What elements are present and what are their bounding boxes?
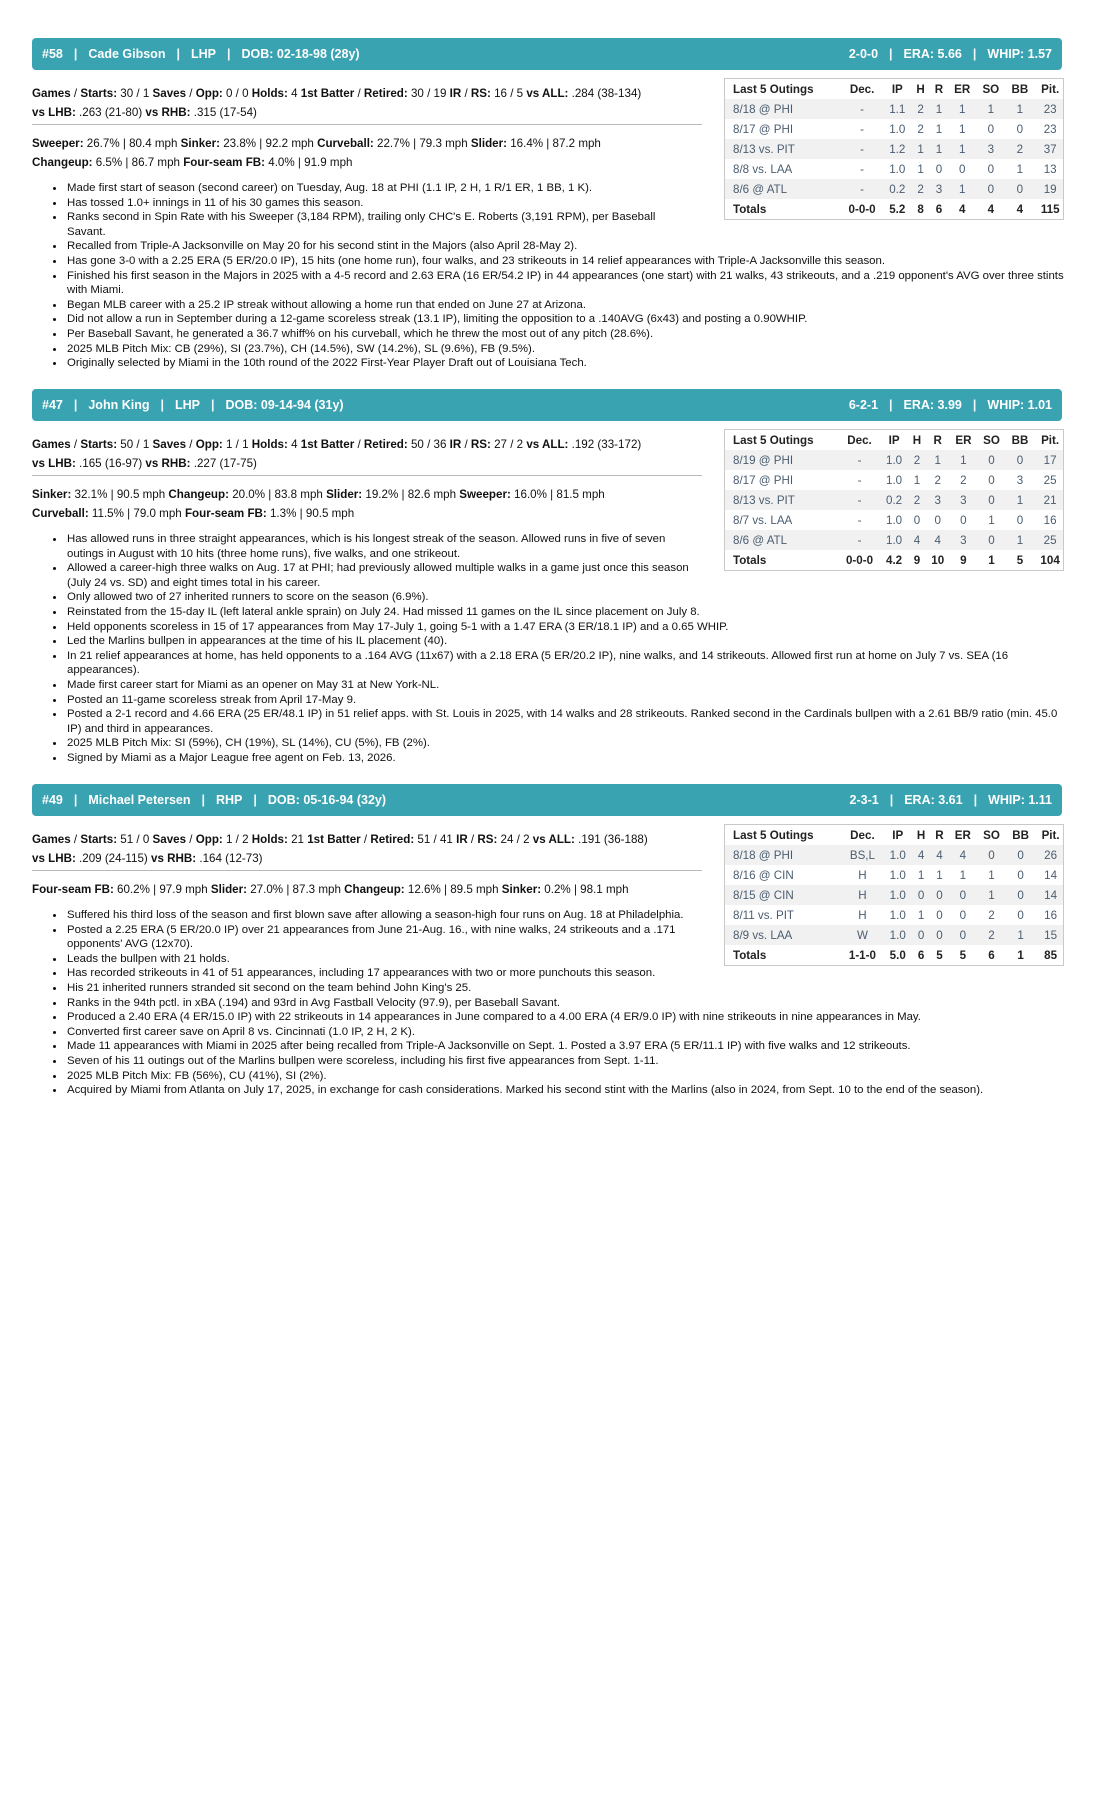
note-item: • Originally selected by Miami in the 10th round of the 2022 First-Year Player Draft out of Louisiana Tech.: [65, 356, 1072, 371]
outing-cell: 1: [974, 885, 1003, 905]
outing-cell: 8/15 @ CIN: [725, 885, 838, 905]
outing-cell: 0: [927, 925, 945, 945]
note-item: • Per Baseball Savant, he generated a 36.7 whiff% on his curveball, which he threw the most out of any pitch (28.6%).: [65, 327, 1072, 342]
outing-cell: 8/6 @ ATL: [725, 179, 838, 199]
note-item: • Has recorded strikeouts in 41 of 51 appearances, including 17 appearances with two or more punchouts this season.: [65, 966, 692, 981]
outing-cell: 2: [908, 179, 926, 199]
outing-cell: 3: [973, 139, 1002, 159]
outing-cell: 0: [935, 162, 943, 176]
outing-cell: 0: [934, 513, 941, 527]
outings-column-header: Dec.: [850, 828, 875, 842]
player-summary: [32, 830, 702, 868]
note-item: • Led the Marlins bullpen in appearances at the time of his IL placement (40).: [65, 634, 1072, 649]
outing-cell: 0: [974, 845, 1003, 865]
outing-cell: 16: [1044, 908, 1058, 922]
outing-cell: 3: [947, 530, 975, 550]
outing-cell: 1: [1003, 530, 1031, 550]
outing-cell: 2: [905, 450, 923, 470]
outing-cell: 1: [936, 868, 943, 882]
pitch-mix-line: Curveball: 11.5% | 79.0 mph Four-seam FB: 1.3% | 90.5 mph: [32, 507, 355, 520]
note-item: • Made 11 appearances with Miami in 2025 after being recalled from Triple-A Jacksonville on Sept. 1. Posted a 3.97 ERA (5 ER/11.1 IP) with five walks and 12 strikeouts.: [65, 1039, 1072, 1054]
note-item: • In 21 relief appearances at home, has held opponents to a .164 AVG (11x67) with a 2.18 ERA (5 ER/20.2 IP), nine walks, and 14 strikeouts. Allowed first run at home on July 7 vs. SEA (16 appearances).: [65, 649, 1072, 678]
outing-cell: 1: [917, 868, 925, 882]
outing-total-cell: Totals: [733, 948, 767, 962]
outing-cell: 0: [936, 908, 943, 922]
player-name: Michael Petersen: [88, 793, 191, 807]
outing-cell: 23: [1043, 122, 1057, 136]
outings-header-row: [725, 825, 1063, 845]
outing-cell: 0.2: [880, 179, 908, 199]
outing-total-cell: 6: [988, 948, 995, 962]
outing-cell: 25: [1043, 473, 1057, 487]
player-name: John King: [88, 398, 150, 412]
outing-total-cell: 115: [1040, 202, 1060, 216]
outing-cell: 1: [917, 162, 924, 176]
outing-cell: 1.0: [881, 925, 909, 945]
outing-cell: 1: [958, 122, 966, 136]
player-dob: DOB: 05-16-94 (32y): [267, 793, 387, 807]
pitch-mix: [32, 880, 712, 899]
outing-total-cell: 5.2: [889, 202, 906, 216]
outing-total-cell: 6: [917, 948, 925, 962]
outing-cell: 2: [908, 99, 926, 119]
outing-cell: 0: [974, 490, 1003, 510]
note-item: • Has tossed 1.0+ innings in 11 of his 30 games this season.: [65, 196, 692, 211]
player-section: [32, 784, 1062, 1134]
player-dob: DOB: 09-14-94 (31y): [225, 398, 344, 412]
note-item: • Has gone 3-0 with a 2.25 ERA (5 ER/20.0 IP), 15 hits (one home run), four walks, and 23 strikeouts in 14 relief appearances with Triple-A Jacksonville this season.: [65, 254, 1072, 269]
player-section: [32, 38, 1062, 378]
note-item: • Posted a 2.25 ERA (5 ER/20.0 IP) over 21 appearances from June 21-Aug. 16., with nine walks, 24 strikeouts and a .171 opponents' AVG (12x70).: [65, 923, 692, 952]
note-item: • Only allowed two of 27 inherited runners to score on the season (6.9%).: [65, 590, 692, 605]
outing-cell: 1.0: [889, 908, 906, 922]
outing-total-cell: Totals: [733, 202, 767, 216]
player-whip: WHIP: 1.11: [988, 793, 1052, 807]
summary-line-2: vs LHB: .263 (21-80) vs RHB: .315 (17-54): [32, 106, 257, 119]
outing-cell: 1.0: [881, 885, 909, 905]
outing-cell: 0: [987, 122, 995, 136]
outing-total-cell: 1: [988, 553, 995, 567]
player-summary: [32, 84, 702, 122]
outing-cell: 1.0: [889, 162, 906, 176]
outing-cell: 3: [923, 490, 947, 510]
outing-cell: BS,L: [838, 845, 880, 865]
note-item: • Signed by Miami as a Major League free agent on Feb. 13, 2026.: [65, 751, 1072, 766]
player-number: #49: [42, 793, 63, 807]
outing-row: [725, 865, 1063, 885]
note-item: • Made first start of season (second career) on Tuesday, Aug. 18 at PHI (1.1 IP, 2 H, 1 R/1 ER, 1 BB, 1 K).: [65, 181, 692, 196]
pitch-mix-line: Sweeper: 26.7% | 80.4 mph Sinker: 23.8% | 92.2 mph Curveball: 22.7% | 79.3 mph Slider: 16.4% | 87.2 mph: [32, 137, 601, 150]
outing-cell: 1: [927, 139, 945, 159]
outing-cell: 3: [947, 490, 975, 510]
outing-total-cell: 85: [1044, 948, 1058, 962]
player-era: ERA: 3.61: [904, 793, 963, 807]
outing-row: [725, 159, 1063, 179]
outing-row: [725, 450, 1063, 470]
outings-column-header: H: [916, 82, 925, 96]
note-item: • Acquired by Miami from Atlanta on July 17, 2025, in exchange for cash considerations. Marked his second stint with the Marlins (also in 2024, from Sept. 10 to the end of the season).: [65, 1083, 1072, 1098]
outing-cell: 1: [935, 122, 943, 136]
player-header: #47 | John King | LHP | DOB: 09-14-94 (31y) 6-2-1 | ERA: 3.99 | WHIP: 1.01: [32, 389, 1062, 421]
outing-cell: 13: [1043, 162, 1057, 176]
outing-cell: 4: [905, 530, 923, 550]
player-name: Cade Gibson: [88, 47, 166, 61]
pitch-mix: [32, 134, 712, 172]
outings-column-header: Pit.: [1041, 82, 1060, 96]
outings-column-header: H: [916, 828, 926, 842]
outing-cell: 0: [1017, 868, 1024, 882]
divider: [32, 870, 702, 871]
outing-cell: 0: [946, 885, 974, 905]
outing-cell: 8/13 vs. PIT: [725, 490, 836, 510]
outings-column-header: BB: [1011, 82, 1029, 96]
outing-cell: 19: [1031, 179, 1063, 199]
outing-cell: 4: [909, 845, 927, 865]
outing-row: [725, 139, 1063, 159]
outing-cell: -: [860, 122, 865, 136]
outing-cell: 14: [1032, 885, 1063, 905]
note-item: • 2025 MLB Pitch Mix: FB (56%), CU (41%), SI (2%).: [65, 1069, 1072, 1084]
pitch-mix: [32, 485, 712, 523]
outing-cell: 2: [917, 122, 924, 136]
outing-cell: 1.0: [886, 513, 903, 527]
outing-cell: 0: [973, 179, 1002, 199]
pitch-mix-line: Sinker: 32.1% | 90.5 mph Changeup: 20.0% | 83.8 mph Slider: 19.2% | 82.6 mph Sweeper: 16.0% | 81.5 mph: [32, 488, 605, 501]
outing-cell: 1: [959, 868, 967, 882]
player-throws: RHP: [216, 793, 243, 807]
outing-cell: 0: [974, 450, 1003, 470]
outing-cell: 1: [945, 179, 973, 199]
player-number: #58: [42, 47, 63, 61]
outing-cell: 1: [913, 473, 921, 487]
note-item: • Finished his first season in the Majors in 2025 with a 4-5 record and 2.63 ERA (16 ER/54.2 IP) in 44 appearances (one start) with 21 walks, 43 strikeouts, and a .219 opponent's AVG over three stints with Miami.: [65, 269, 1072, 298]
pitch-mix-line: Changeup: 6.5% | 86.7 mph Four-seam FB: 4.0% | 91.9 mph: [32, 156, 353, 169]
outings-column-header: BB: [1011, 433, 1029, 447]
note-item: • Leads the bullpen with 21 holds.: [65, 952, 692, 967]
outing-cell: 0: [1003, 450, 1031, 470]
summary-line-1: Games / Starts: 51 / 0 Saves / Opp: 1 / 2 Holds: 21 1st Batter / Retired: 51 / 41 IR / RS: 24 / 2 vs ALL: .191 (36-188): [32, 833, 648, 846]
outing-cell: 1: [947, 450, 975, 470]
outing-cell: W: [838, 925, 880, 945]
outing-total-cell: 9: [960, 553, 967, 567]
outing-cell: 2: [988, 908, 995, 922]
outing-cell: -: [838, 179, 880, 199]
outing-total-cell: 4: [987, 202, 995, 216]
outing-cell: 2: [934, 473, 941, 487]
outing-cell: 0: [959, 908, 967, 922]
outing-total-cell: 0-0-0: [848, 202, 876, 216]
outing-total-cell: 5: [959, 948, 967, 962]
outings-column-header: Last 5 Outings: [733, 828, 814, 842]
outing-total-cell: 5.0: [889, 948, 906, 962]
outing-total-cell: 5: [936, 948, 943, 962]
outing-cell: H: [858, 908, 867, 922]
outings-column-header: Dec.: [849, 82, 875, 96]
player-whip: WHIP: 1.01: [987, 398, 1052, 412]
outing-row: [725, 119, 1063, 139]
outing-cell: 1: [1002, 99, 1031, 119]
outings-column-header: R: [934, 82, 944, 96]
outing-cell: -: [838, 99, 880, 119]
outing-cell: 0: [1003, 885, 1032, 905]
note-item: • 2025 MLB Pitch Mix: CB (29%), SI (23.7%), CH (14.5%), SW (14.2%), SL (9.6%), FB (9.5%).: [65, 342, 1072, 357]
outings-column-header: BB: [1012, 828, 1029, 842]
outing-cell: 8/7 vs. LAA: [733, 513, 793, 527]
outings-column-header: IP: [891, 82, 903, 96]
outing-cell: 8/9 vs. LAA: [725, 925, 838, 945]
outing-cell: 0: [927, 885, 945, 905]
outing-total-cell: 8: [917, 202, 924, 216]
outings-header-row: [725, 79, 1063, 99]
player-record: 6-2-1: [848, 398, 879, 412]
outing-cell: 1: [988, 513, 995, 527]
outing-cell: 8/18 @ PHI: [725, 99, 838, 119]
outing-cell: 17: [1031, 450, 1063, 470]
outing-cell: 8/16 @ CIN: [733, 868, 794, 882]
player-number: #47: [42, 398, 63, 412]
outing-cell: 2: [960, 473, 967, 487]
outing-total-cell: 4: [958, 202, 966, 216]
outing-cell: 1: [917, 908, 925, 922]
note-item: • Posted a 2-1 record and 4.66 ERA (25 ER/48.1 IP) in 51 relief apps. with St. Louis in 2025, with 14 walks and 28 strikeouts. Ranked second in the Cardinals bullpen with a 2.61 BB/9 ratio (min. 45.0 IP) and third in appearances.: [65, 707, 1072, 736]
divider: [32, 124, 702, 125]
outing-cell: 1.2: [880, 139, 908, 159]
outings-column-header: Last 5 Outings: [733, 433, 814, 447]
player-record: 2-0-0: [848, 47, 879, 61]
summary-line-2: vs LHB: .209 (24-115) vs RHB: .164 (12-73): [32, 852, 263, 865]
player-record: 2-3-1: [849, 793, 879, 807]
outing-total-cell: 104: [1040, 553, 1060, 567]
outing-cell: 21: [1031, 490, 1063, 510]
outing-cell: 1.0: [889, 122, 906, 136]
outing-cell: 0: [909, 925, 927, 945]
summary-line-1: Games / Starts: 30 / 1 Saves / Opp: 0 / 0 Holds: 4 1st Batter / Retired: 30 / 19 IR / RS: 16 / 5 vs ALL: .284 (38-134): [32, 87, 642, 100]
outing-cell: 0: [913, 513, 921, 527]
outing-total-cell: 4: [1016, 202, 1024, 216]
outing-cell: -: [857, 513, 862, 527]
player-throws: LHP: [174, 398, 200, 412]
outing-total-cell: 4.2: [886, 553, 903, 567]
outings-column-header: ER: [954, 82, 971, 96]
outings-column-header: R: [933, 433, 942, 447]
note-item: • Began MLB career with a 25.2 IP streak without allowing a home run that ended on June 27 at Arizona.: [65, 298, 1072, 313]
outing-cell: 1.0: [881, 845, 909, 865]
note-item: • Ranks in the 94th pctl. in xBA (.194) and 93rd in Avg Fastball Velocity (97.9), per Baseball Savant.: [65, 996, 1072, 1011]
outing-row: [725, 510, 1063, 530]
player-notes: [32, 532, 1072, 766]
outing-cell: 1.0: [877, 530, 905, 550]
outing-cell: 0: [1002, 179, 1031, 199]
player-notes: [32, 908, 1072, 1098]
outings-column-header: Dec.: [847, 433, 872, 447]
outing-cell: H: [858, 868, 867, 882]
outings-column-header: Pit.: [1041, 433, 1060, 447]
outing-cell: -: [860, 162, 865, 176]
outing-row: [725, 470, 1063, 490]
outing-total-cell: 0-0-0: [845, 553, 874, 567]
note-item: • His 21 inherited runners stranded sit second on the team behind John King's 25.: [65, 981, 1072, 996]
outing-cell: 0: [1003, 845, 1032, 865]
outing-cell: 4: [927, 845, 945, 865]
outing-row: [725, 845, 1063, 865]
player-section: [32, 389, 1062, 774]
outing-cell: 1: [973, 99, 1002, 119]
player-header: #58 | Cade Gibson | LHP | DOB: 02-18-98 (28y) 2-0-0 | ERA: 5.66 | WHIP: 1.57: [32, 38, 1062, 70]
outing-cell: 8/18 @ PHI: [725, 845, 838, 865]
outing-cell: 8/11 vs. PIT: [733, 908, 794, 922]
outing-cell: 1.0: [877, 450, 905, 470]
outing-cell: 2: [974, 925, 1003, 945]
outings-column-header: H: [912, 433, 922, 447]
outing-cell: 0: [987, 162, 995, 176]
outing-total-cell: Totals: [733, 553, 767, 567]
outing-cell: 0: [1016, 122, 1024, 136]
player-era: ERA: 5.66: [903, 47, 962, 61]
note-item: • Converted first career save on April 8 vs. Cincinnati (1.0 IP, 2 H, 2 K).: [65, 1025, 1072, 1040]
outing-cell: 15: [1032, 925, 1063, 945]
outing-cell: 1.1: [880, 99, 908, 119]
note-item: • Ranks second in Spin Rate with his Sweeper (3,184 RPM), trailing only CHC's E. Roberts (3,191 RPM), per Baseball Savant.: [65, 210, 692, 239]
outing-cell: 3: [927, 179, 945, 199]
note-item: • Has allowed runs in three straight appearances, which is his longest streak of the season. Allowed runs in five of seven outings in August with 10 hits (three home runs), five walks, and one strikeout.: [65, 532, 692, 561]
outings-column-header: SO: [982, 82, 1000, 96]
outing-cell: 8/8 vs. LAA: [733, 162, 793, 176]
outing-cell: 8/13 vs. PIT: [725, 139, 838, 159]
outing-cell: 2: [905, 490, 923, 510]
outing-cell: 0: [1017, 908, 1024, 922]
note-item: • Recalled from Triple-A Jacksonville on May 20 for his second stint in the Majors (also April 28-May 2).: [65, 239, 1072, 254]
outing-cell: -: [836, 450, 877, 470]
outing-cell: -: [838, 139, 880, 159]
outing-total-cell: 1-1-0: [848, 948, 876, 962]
note-item: • Allowed a career-high three walks on Aug. 17 at PHI; had previously allowed multiple walks in a game just once this season (July 24 vs. SD) and eight times total in his career.: [65, 561, 692, 590]
outings-column-header: ER: [955, 433, 972, 447]
outings-column-header: SO: [983, 828, 1000, 842]
outings-column-header: IP: [892, 828, 904, 842]
outing-cell: 8/6 @ ATL: [725, 530, 836, 550]
player-dob: DOB: 02-18-98 (28y): [241, 47, 360, 61]
outings-column-header: Pit.: [1041, 828, 1060, 842]
outing-total-cell: 5: [1016, 553, 1024, 567]
outings-column-header: SO: [983, 433, 1000, 447]
outing-cell: 8/17 @ PHI: [733, 122, 794, 136]
player-era: ERA: 3.99: [903, 398, 962, 412]
player-header: #49 | Michael Petersen | RHP | DOB: 05-16-94 (32y) 2-3-1 | ERA: 3.61 | WHIP: 1.11: [32, 784, 1062, 816]
player-throws: LHP: [190, 47, 216, 61]
outing-cell: 1: [945, 99, 973, 119]
outing-cell: 0: [1016, 513, 1024, 527]
player-notes: [32, 181, 1072, 371]
note-item: • Seven of his 11 outings out of the Marlins bullpen were scoreless, including his first five appearances from Sept. 1-11.: [65, 1054, 1072, 1069]
outing-cell: 1: [908, 139, 926, 159]
note-item: • Reinstated from the 15-day IL (left lateral ankle sprain) on July 24. Had missed 11 games on the IL since placement on July 8.: [65, 605, 1072, 620]
outing-total-cell: 1: [1017, 948, 1024, 962]
outing-total-cell: 6: [935, 202, 943, 216]
outing-cell: 25: [1031, 530, 1063, 550]
outing-cell: 16: [1043, 513, 1057, 527]
outing-cell: 4: [923, 530, 947, 550]
outing-cell: 2: [1002, 139, 1031, 159]
note-item: • Made first career start for Miami as an opener on May 31 at New York-NL.: [65, 678, 1072, 693]
outings-column-header: ER: [954, 828, 971, 842]
outing-total-cell: 9: [913, 553, 921, 567]
note-item: • 2025 MLB Pitch Mix: SI (59%), CH (19%), SL (14%), CU (5%), FB (2%).: [65, 736, 1072, 751]
outing-cell: 0: [988, 473, 995, 487]
outing-cell: 1: [1003, 490, 1031, 510]
summary-line-1: Games / Starts: 50 / 1 Saves / Opp: 1 / 1 Holds: 4 1st Batter / Retired: 50 / 36 IR / RS: 27 / 2 vs ALL: .192 (33-172): [32, 438, 642, 451]
outing-cell: 1.0: [886, 473, 903, 487]
outing-cell: 1: [1016, 162, 1024, 176]
outing-cell: 37: [1031, 139, 1063, 159]
outing-cell: 23: [1031, 99, 1063, 119]
pitch-mix-line: Four-seam FB: 60.2% | 97.9 mph Slider: 27.0% | 87.3 mph Changeup: 12.6% | 89.5 mph Sinker: 0.2% | 98.1 mph: [32, 883, 629, 896]
note-item: • Did not allow a run in September during a 12-game scoreless streak (13.1 IP), limiting the opposition to a .140AVG (6x43) and posting a 0.90WHIP.: [65, 312, 1072, 327]
note-item: • Suffered his third loss of the season and first blown save after allowing a season-high four runs on Aug. 18 at Philadelphia.: [65, 908, 692, 923]
outing-row: [725, 885, 1063, 905]
outing-cell: 0: [960, 513, 967, 527]
note-item: • Posted an 11-game scoreless streak from April 17-May 9.: [65, 693, 1072, 708]
divider: [32, 475, 702, 476]
note-item: • Produced a 2.40 ERA (4 ER/15.0 IP) with 22 strikeouts in 14 appearances in June compared to a 4.00 ERA (4 ER/9.0 IP) with nine strikeouts in nine appearances in May.: [65, 1010, 1072, 1025]
outing-cell: 4: [946, 845, 974, 865]
outing-cell: 1: [945, 139, 973, 159]
outing-cell: 0: [946, 925, 974, 945]
outing-cell: 26: [1032, 845, 1063, 865]
outing-cell: 8/19 @ PHI: [725, 450, 836, 470]
outings-header-row: [725, 430, 1063, 450]
outing-cell: 3: [1016, 473, 1024, 487]
note-item: • Held opponents scoreless in 15 of 17 appearances from May 17-July 1, going 5-1 with a 1.47 ERA (3 ER/18.1 IP) and a 0.65 WHIP.: [65, 620, 1072, 635]
outing-row: [725, 99, 1063, 119]
outing-cell: 1: [1003, 925, 1032, 945]
outing-cell: 0: [909, 885, 927, 905]
outing-cell: H: [838, 885, 880, 905]
outing-cell: -: [836, 530, 877, 550]
outing-cell: 0: [974, 530, 1003, 550]
outings-column-header: Last 5 Outings: [733, 82, 814, 96]
outing-cell: -: [836, 490, 877, 510]
outing-cell: 0: [958, 162, 966, 176]
outing-cell: 1: [927, 99, 945, 119]
player-summary: [32, 435, 702, 473]
outing-total-cell: 10: [931, 553, 945, 567]
outing-cell: 1: [988, 868, 995, 882]
outings-column-header: R: [935, 828, 944, 842]
outing-cell: 1: [923, 450, 947, 470]
outing-row: [725, 490, 1063, 510]
outing-cell: -: [857, 473, 862, 487]
outing-cell: 14: [1044, 868, 1058, 882]
summary-line-2: vs LHB: .165 (16-97) vs RHB: .227 (17-75): [32, 457, 257, 470]
outing-cell: 0.2: [877, 490, 905, 510]
outing-cell: 8/17 @ PHI: [733, 473, 794, 487]
outing-cell: 1.0: [889, 868, 906, 882]
player-whip: WHIP: 1.57: [987, 47, 1052, 61]
outings-column-header: IP: [888, 433, 900, 447]
